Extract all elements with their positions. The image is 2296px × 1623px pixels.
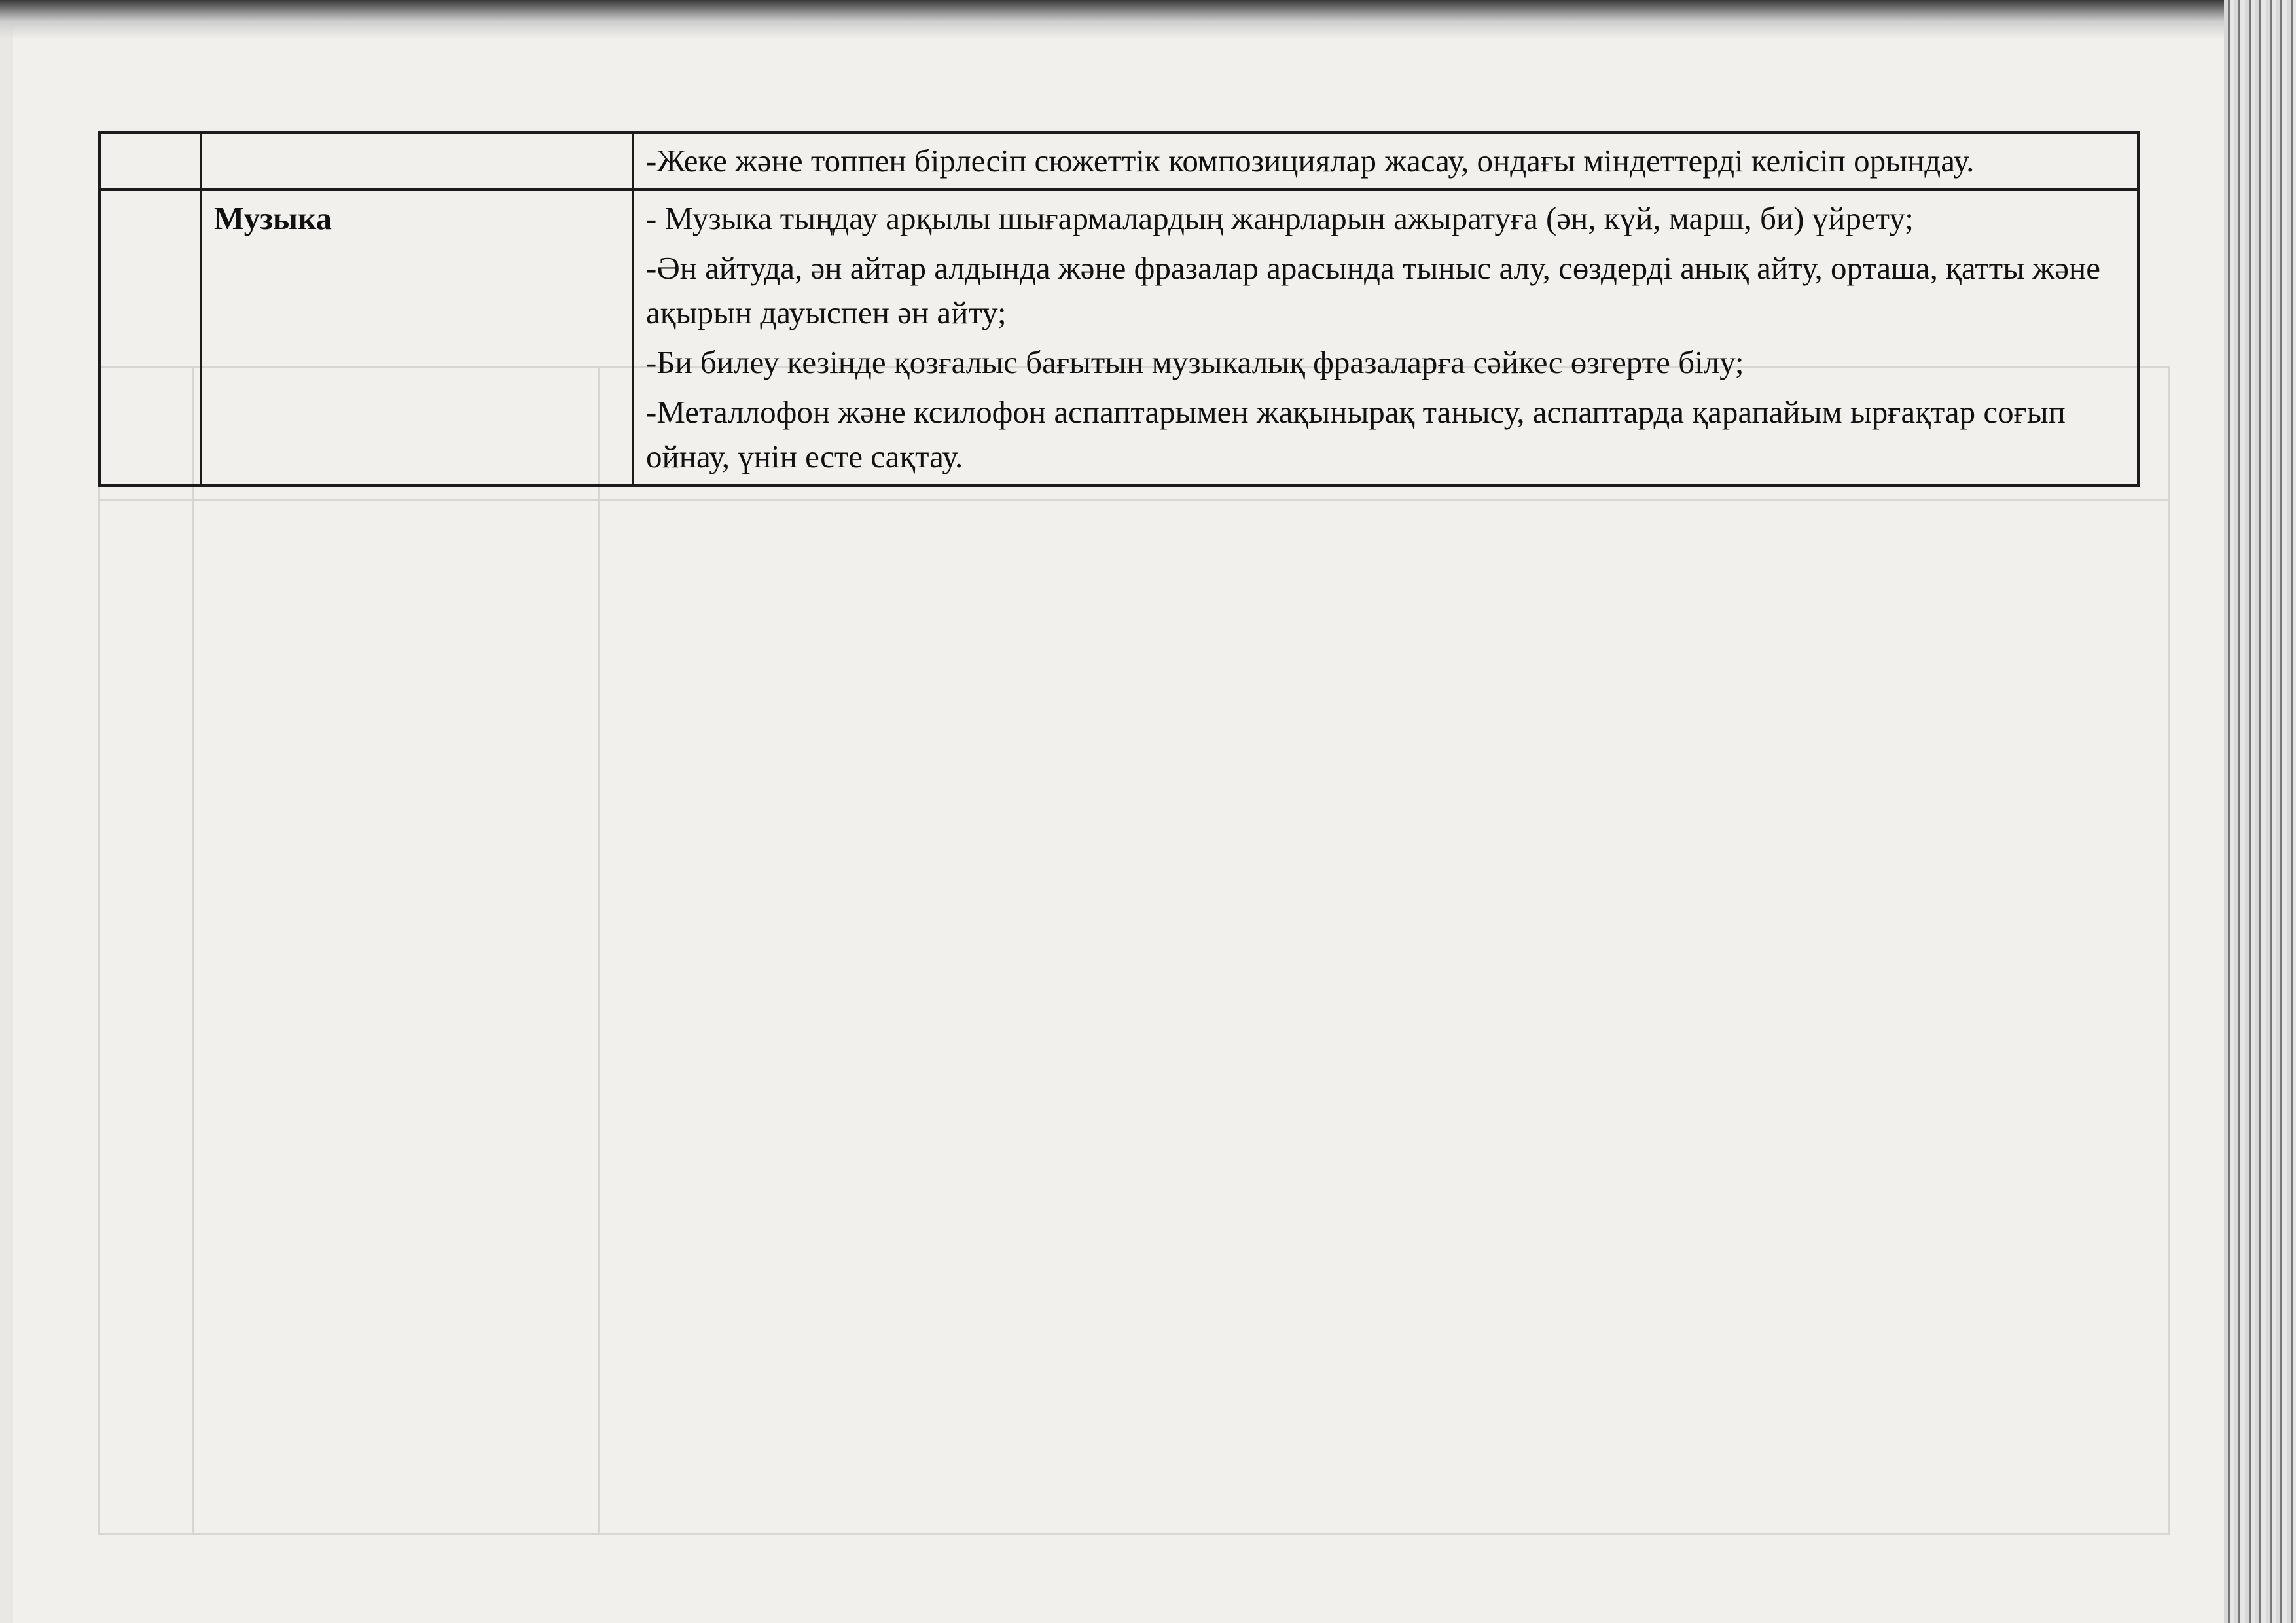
objective-line: -Жеке және топпен бірлесіп сюжеттік композициялар жасау, ондағы міндеттерді келісіп орындау.	[646, 143, 1975, 179]
row-number-cell	[99, 190, 201, 486]
table-row	[99, 132, 2138, 190]
curriculum-table	[98, 131, 2140, 487]
objective-line: -Би билеу кезінде қозғалыс бағытын музыкалық фразаларға сәйкес өзгерте білу;	[646, 344, 1744, 380]
scan-top-shadow	[0, 0, 2296, 39]
objective-line: -Металлофон және ксилофон аспаптарымен жақынырақ танысу, аспаптарда қарапайым ырғақтар соғып ойнау, үнін есте сақтау.	[646, 394, 2066, 474]
row-number-cell	[99, 132, 201, 190]
section-cell	[201, 132, 633, 190]
objectives-cell	[633, 190, 2138, 486]
section-cell	[201, 190, 633, 486]
objective-line: - Музыка тыңдау арқылы шығармалардың жанрларын ажыратуға (ән, күй, марш, би) үйрету;	[646, 200, 1914, 236]
scan-right-edge	[2224, 0, 2296, 1623]
objective-line: -Ән айтуда, ән айтар алдында және фразалар арасында тыныс алу, сөздерді анық айту, орташа, қатты және ақырын дауыспен ән айту;	[646, 250, 2100, 330]
objectives-cell	[633, 132, 2138, 190]
section-label-music: Музыка	[214, 200, 332, 236]
bleed-through-table	[98, 366, 2170, 1535]
table-row	[99, 190, 2138, 486]
